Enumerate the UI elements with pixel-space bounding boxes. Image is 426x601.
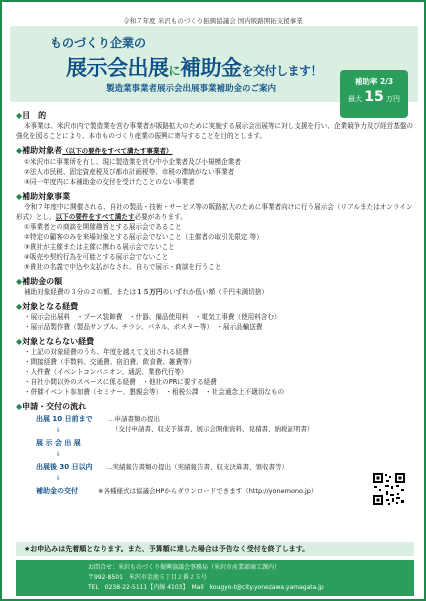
org-line: 令和７年度 米沢ものづくり振興協議会 国内販路開拓支援事業 [123, 17, 303, 25]
project-body [16, 202, 416, 222]
eligible-item: ②法人市民税、固定資産税及び都市計画税等、市税の滞納がない事業者 [24, 168, 235, 176]
header-subtitle: 製造業事業者展示会出展事業補助金のご案内 [106, 84, 277, 94]
not-covered-item: ・併催イベント参加費（セミナー、懇親会等） ・租税公課 ・社会通念上不適切なもの [24, 388, 285, 396]
not-covered-item: ・自社小間以外のスペースに係る経費 ・他社のPRに要する経費 [24, 378, 217, 386]
covered-heading [16, 301, 416, 312]
eligible-note: （以下の要件をすべて満たす事業者） [62, 147, 173, 155]
purpose-title: 目 的 [22, 111, 47, 120]
arrow-down-icon: ⇩ [56, 451, 62, 458]
amount-body-a: 補助対象経費の３分の２の額、または [24, 288, 137, 296]
content [16, 106, 416, 536]
not-covered-item: ・間接経費（手数料、交通費、宿泊費、飲食費、雑費等） [24, 358, 196, 366]
diamond-icon: ◆ [16, 402, 23, 411]
eligible-item: ③同一年度内に本補助金の交付を受けたことのない事業者 [24, 178, 195, 186]
flow-step-apply: 出展 10 日前まで [36, 415, 93, 423]
eligible-heading [16, 145, 416, 157]
footer-address: 〒992-8501 米沢市金池５丁目２番２５号 [88, 574, 207, 581]
project-body-a: 令和７年度中に開催される、自社の製品・技術・サービス等の販路拡大のために事業者向けに行う展示会（リアルまたはオンライン形式）とし、 [16, 203, 413, 221]
project-item: ④販売や契約行為を可能とする展示会でないこと [24, 253, 169, 261]
flow-step-apply-desc: …申請書類の提出 [108, 415, 160, 423]
purpose-body: 本事業は、米沢市内で製造業を営む事業者が販路拡大のために実施する展示会出展等に対し支援を行い、企業競争力及び経営基盤の強化を図ることにより、本市ものづくり産業の振興に寄与することを目的とします。 [16, 122, 414, 140]
header-main-suffix: を交付します！ [241, 64, 323, 78]
diamond-icon: ◆ [16, 302, 23, 311]
covered-title: 対象となる経費 [22, 302, 79, 311]
purpose-heading [16, 110, 416, 121]
arrow-down-icon: ⇩ [56, 427, 62, 434]
header-banner [10, 26, 418, 105]
amount-max: １５万円 [136, 288, 163, 296]
footer-tel-mail: TEL 0238-22-5111【内線 4103】 Mail kougyo-t@city.yonezawa.yamagata.jp [88, 584, 324, 591]
first-come-notice: ★お申込みは先着順となります。また、予算額に達した場合は予告なく受付を終了します。 [16, 542, 414, 556]
project-item: ②特定の顧客のみを来場対象とする展示会でないこと（主催者の取引先限定 等） [24, 233, 263, 241]
badge-prefix: 最大 [348, 95, 363, 103]
header-main-b: 補助金 [180, 56, 242, 80]
header-main [66, 52, 322, 82]
not-covered-item: ・上記の対象経費のうち、年度を越えて支出される経費 [24, 348, 189, 356]
project-item: ①事業者との商談を開催趣旨とする展示会であること [24, 223, 182, 231]
badge-line2 [340, 89, 408, 105]
flow-step-grant: 補助金の交付 [36, 487, 78, 495]
flow-step-report: 出展後 30 日以内 [36, 463, 93, 471]
flow-title: 申請・交付の流れ [22, 402, 87, 411]
project-heading [16, 191, 416, 202]
diamond-icon: ◆ [16, 192, 23, 201]
project-body-b: 必要があります。 [134, 213, 187, 221]
not-covered-heading [16, 336, 416, 347]
not-covered-item: ・人件費（イベントコンパニオン、通訳、業務代行等） [24, 368, 188, 376]
arrow-down-icon: ⇩ [56, 475, 62, 482]
flow-step-report-desc: …実績報告書類の提出（実績報告書、収支決算書、領収書等） [106, 463, 288, 471]
project-body-emphasis: 以下の要件をすべて満たす [55, 213, 135, 221]
not-covered-title: 対象とならない経費 [22, 337, 95, 346]
eligible-title: 補助対象者 [22, 146, 63, 155]
badge-amount: 15 [364, 89, 384, 105]
application-flow [16, 412, 416, 536]
project-title: 補助対象事業 [22, 192, 71, 201]
amount-body [16, 287, 416, 297]
header-pre: ものづくり企業の [50, 36, 147, 50]
amount-body-c: のいずれか低い額（千円未満切捨） [162, 288, 268, 296]
badge-unit: 万円 [385, 95, 400, 103]
header-main-a: 展示会出展 [66, 56, 169, 80]
amount-title: 補助金の額 [22, 277, 63, 286]
amount-heading [16, 276, 416, 287]
diamond-icon: ◆ [16, 111, 23, 120]
diamond-icon: ◆ [16, 146, 23, 155]
eligible-item: ①米沢市に事業所を有し、現に製造業を営む中小企業者及び小規模企業者 [24, 158, 241, 166]
contact-footer [16, 560, 414, 596]
flow-step-apply-docs: （交付申請書、収支予算書、展示会開催資料、見積書、納税証明書） [112, 425, 314, 433]
badge-line1: 補助率 2/3 [354, 77, 394, 86]
flow-step-grant-desc: ※各種様式は協議会HPからダウンロードできます（http://yonemono.jp） [98, 487, 318, 495]
project-item: ③貴社が主催または主催に携わる展示会でないこと [24, 243, 175, 251]
header-main-ni: に [168, 64, 181, 78]
flow-heading [16, 401, 416, 412]
project-item: ⑤貴社の名義で申込や支払がなされ、自らで展示・商談を行うこと [24, 263, 222, 271]
covered-line: ・展示品製作費（製品サンプル、チラシ、パネル、ポスター等） ・展示品輸送費 [24, 323, 263, 331]
qr-code-icon [372, 472, 406, 506]
diamond-icon: ◆ [16, 337, 23, 346]
flow-step-exhibit: 展 示 会 出 展 [36, 439, 81, 447]
footer-contact: お問合せ：米沢ものづくり振興協議会事務局（米沢市産業部商工課内） [88, 564, 281, 571]
diamond-icon: ◆ [16, 277, 23, 286]
covered-line: ・展示会出展料 ・ブース装飾費 ・什器、備品使用料 ・電気工事費（使用料含む） [24, 313, 281, 321]
